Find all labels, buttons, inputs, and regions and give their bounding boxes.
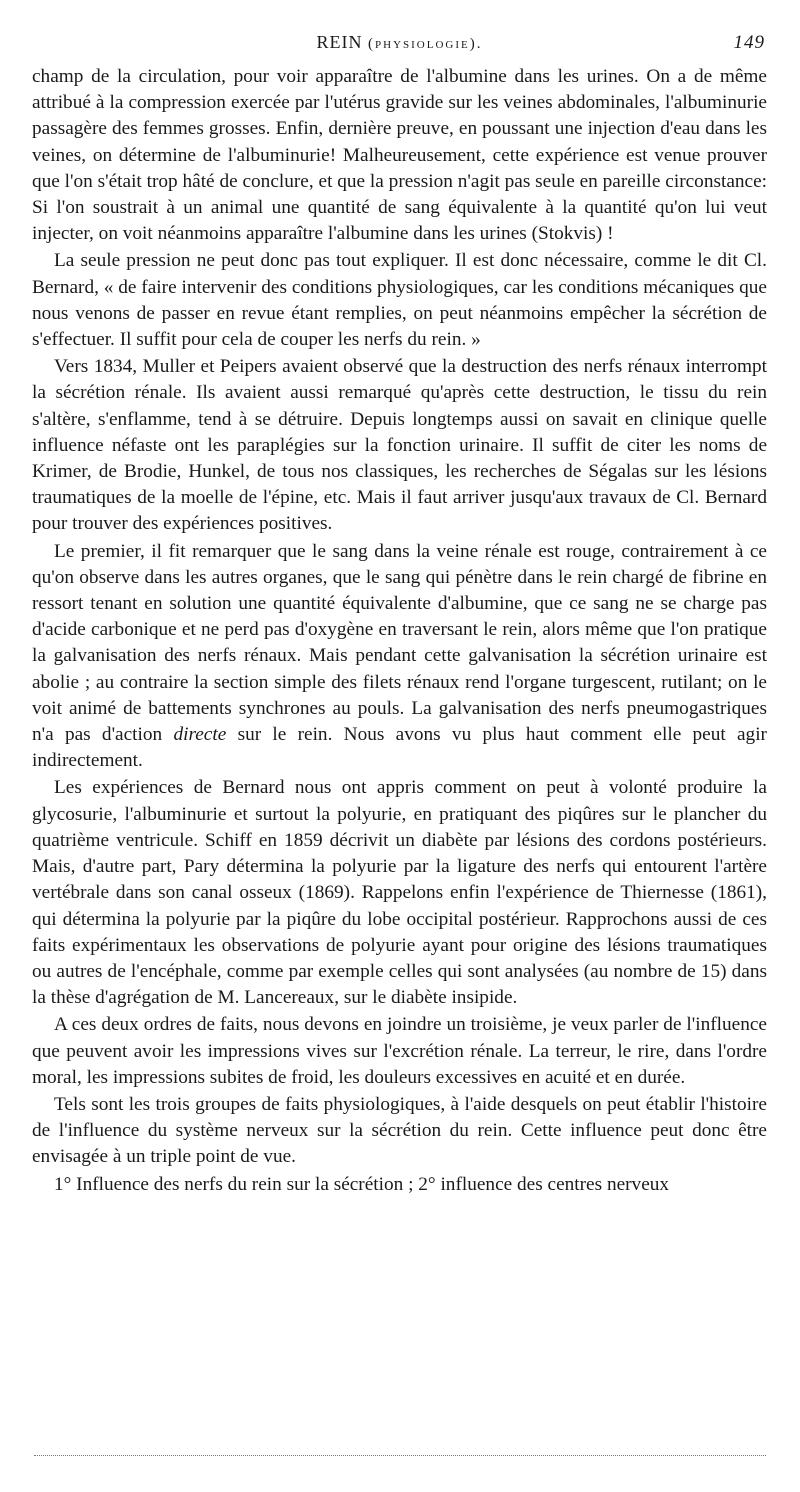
paragraph-2: La seule pression ne peut donc pas tout expliquer. Il est donc nécessaire, comme le dit Cl. Bernard, « de faire intervenir des conditions physiologiques, car les conditions mécaniques que nous venons de passer en revue étant remplies, on peut néanmoins empêcher la sécrétion de s'effectuer. Il suffit pour cela de couper les nerfs du rein. » [32,250,767,351]
paragraph-3: Vers 1834, Muller et Peipers avaient observé que la destruction des nerfs rénaux interrompt la sécrétion rénale. Ils avaient aussi remarqué qu'après cette destruction, le tissu du rein s'altère, s'enflamme, tend à se détruire. Depuis longtemps aussi on savait en clinique quelle influence néfaste ont les paraplégies sur la fonction urinaire. Il suffit de citer les noms de Krimer, de Brodie, Hunkel, de tous nos classiques, les recherches de Ségalas sur les lésions traumatiques de la moelle de l'épine, etc. Mais il faut arriver jusqu'aux travaux de Cl. Bernard pour trouver des expériences positives. [32,356,767,535]
paragraph-6: A ces deux ordres de faits, nous devons en joindre un troisième, je veux parler de l'influence que peuvent avoir les impressions vives sur l'excrétion rénale. La terreur, le rire, dans l'ordre moral, les impressions subites de froid, les douleurs excessives en acuité et en durée. [32,1014,767,1088]
running-title-sub: (physiologie). [368,36,483,52]
page-number: 149 [733,32,765,53]
footer-dotted-rule [34,1455,766,1456]
paragraph-8: 1° Influence des nerfs du rein sur la sécrétion ; 2° influence des centres nerveux [54,1173,670,1195]
paragraph-4-text-start: Le premier, il fit remarquer que le sang dans la veine rénale est rouge, contrairement à ce qu'on observe dans les autres organes, que le sang qui pénètre dans le rein chargé de fibrine en ressort tenant en solution une quantité équivalente d'albumine, que ce sang ne se charge pas d'acide carbonique et ne perd pas d'oxygène en traversant le rein, alors même que l'on pratique la galvanisation des nerfs rénaux. Mais pendant cette galvanisation la sécrétion urinaire est abolie ; au contraire la section simple des filets rénaux rend l'organe turgescent, rutilant; on le voit animé de battements synchrones au pouls. La galvanisation des nerfs pneumogastriques n'a pas d'action [32,540,767,746]
page-header [32,30,767,64]
running-title-main: REIN [316,32,363,52]
running-title [32,32,767,53]
paragraph-5: Les expériences de Bernard nous ont appris comment on peut à volonté produire la glycosurie, l'albuminurie et surtout la polyurie, en pratiquant des piqûres sur le plancher du quatrième ventricule. Schiff en 1859 décrivit un diabète par lésions des cordons postérieurs. Mais, d'autre part, Pary détermina la polyurie par la ligature des nerfs qui entourent l'artère vertébrale dans son canal osseux (1869). Rappelons enfin l'expérience de Thiernesse (1861), qui détermina la polyurie par la piqûre du lobe occipital postérieur. Rapprochons aussi de ces faits expérimentaux les observations de polyurie ayant pour origine des lésions traumatiques ou autres de l'encéphale, comme par exemple celles qui sont analysées (au nombre de 15) dans la thèse d'agrégation de M. Lancereaux, sur le diabète insipide. [32,777,767,1009]
body-text [32,64,767,1198]
paragraph-1: champ de la circulation, pour voir apparaître de l'albumine dans les urines. On a de même attribué à la compression exercée par l'utérus gravide sur les veines abdominales, l'albuminurie passagère des femmes grosses. Enfin, dernière preuve, en poussant une injection d'eau dans les veines, on détermine de l'albuminurie! Malheureusement, cette expérience est venue prouver que l'on s'était trop hâté de conclure, et que la pression n'agit pas seule en pareille circonstance: Si l'on soustrait à un animal une quantité de sang équivalente à la quantité qu'on lui veut injecter, on voit néanmoins apparaître l'albumine dans les urines (Stokvis) ! [32,66,767,245]
paragraph-7: Tels sont les trois groupes de faits physiologiques, à l'aide desquels on peut établir l'histoire de l'influence du système nerveux sur la sécrétion du rein. Cette influence peut donc être envisagée à un triple point de vue. [32,1093,767,1168]
paragraph-4-emphasis: directe [173,724,227,746]
paragraph-4 [32,539,767,775]
paragraph-4-text-end: sur le rein. Nous avons vu plus haut comment elle peut agir indirectement. [32,724,767,772]
